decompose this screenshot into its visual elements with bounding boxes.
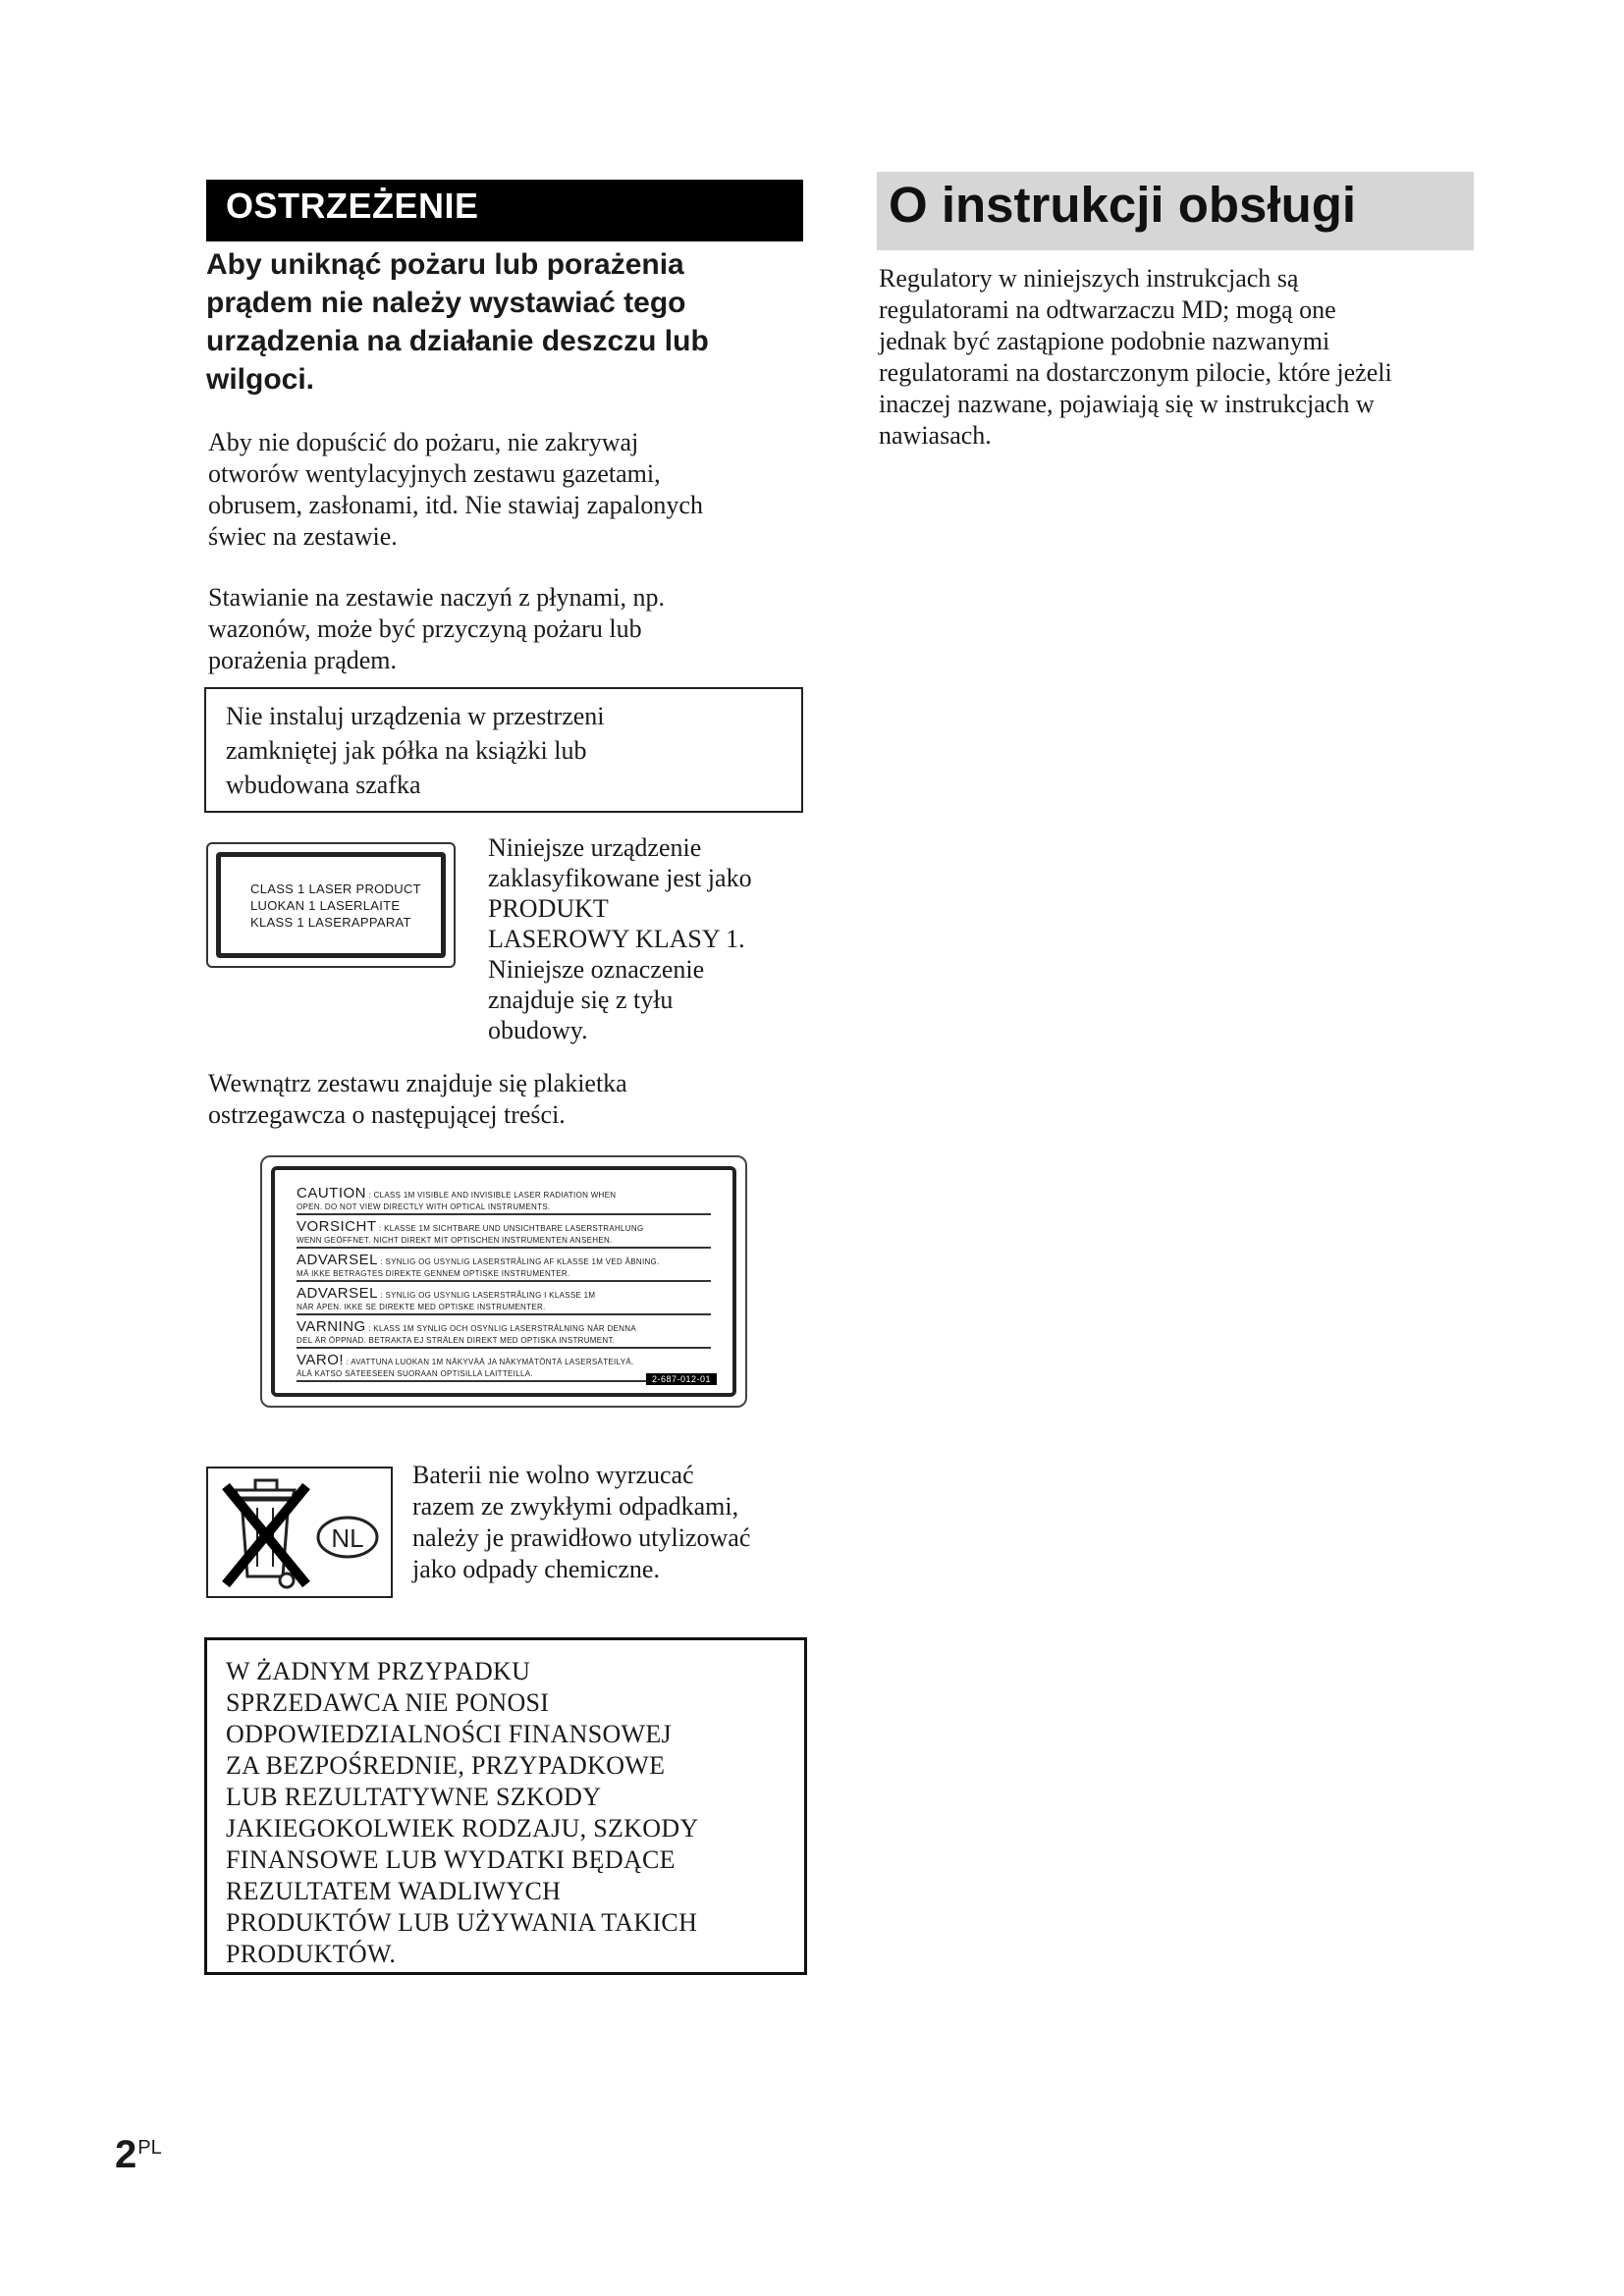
text-line: otworów wentylacyjnych zestawu gazetami, — [208, 459, 661, 488]
text-line: LUB REZULTATYWNE SZKODY — [226, 1783, 602, 1811]
text-line: Baterii nie wolno wyrzucać — [412, 1461, 694, 1489]
text-line: Aby uniknąć pożaru lub porażenia — [206, 248, 684, 281]
text-line: Aby nie dopuścić do pożaru, nie zakrywaj — [208, 428, 639, 456]
caution-text: : SYNLIG OG USYNLIG LASERSTRÅLING I KLASSE 1M — [377, 1291, 596, 1300]
caution-row — [297, 1217, 711, 1249]
text-line: inaczej nazwane, pojawiają się w instrukcjach w — [879, 390, 1375, 418]
text-line: zaklasyfikowane jest jako — [488, 864, 752, 892]
text-line: regulatorami na odtwarzaczu MD; mogą one — [879, 295, 1336, 324]
caution-row — [297, 1251, 711, 1282]
text-line: SPRZEDAWCA NIE PONOSI — [226, 1688, 550, 1717]
caution-title: CAUTION — [297, 1186, 366, 1201]
warning-bold-text — [206, 245, 795, 399]
text-line: Wewnątrz zestawu znajduje się plakietka — [208, 1069, 627, 1097]
text-line: FINANSOWE LUB WYDATKI BĘDĄCE — [226, 1845, 676, 1874]
warning-heading: OSTRZEŻENIE — [206, 180, 803, 241]
text-line: Regulatory w niniejszych instrukcjach są — [879, 264, 1299, 293]
text-line: Nie instaluj urządzenia w przestrzeni — [226, 702, 605, 730]
text-line: obudowy. — [488, 1016, 588, 1044]
installation-notice-box — [204, 687, 803, 813]
caution-text: NÅR ÅPEN. IKKE SE DIREKTE MED OPTISKE INSTRUMENTER. — [297, 1303, 546, 1311]
text-line: urządzenia na działanie deszczu lub — [206, 325, 709, 357]
page-number — [115, 2126, 162, 2176]
text-line: W ŻADNYM PRZYPADKU — [226, 1657, 531, 1685]
caution-text: DEL ÄR ÖPPNAD. BETRAKTA EJ STRÅLEN DIREKT MED OPTISKA INSTRUMENT. — [297, 1336, 616, 1345]
caution-title: VARO! — [297, 1353, 345, 1368]
caution-row — [297, 1184, 711, 1215]
text-line: wbudowana szafka — [226, 771, 421, 799]
text-line: znajduje się z tyłu — [488, 986, 674, 1014]
caution-text: OPEN. DO NOT VIEW DIRECTLY WITH OPTICAL INSTRUMENTS. — [297, 1202, 551, 1211]
text-line: razem ze zwykłymi odpadkami, — [412, 1492, 739, 1521]
caution-text: : KLASSE 1M SICHTBARE UND UNSICHTBARE LASERSTRAHLUNG — [376, 1224, 644, 1233]
caution-row — [297, 1284, 711, 1315]
fire-prevention-paragraph — [208, 427, 797, 553]
text-line: prądem nie należy wystawiać tego — [206, 287, 686, 319]
text-line: należy je prawidłowo utylizować — [412, 1523, 751, 1552]
caution-title: VORSICHT — [297, 1219, 377, 1235]
battery-disposal-text — [412, 1460, 805, 1585]
text-line: Niniejsze oznaczenie — [488, 955, 705, 984]
disclaimer-box — [204, 1637, 807, 1975]
laser-class-label — [206, 842, 456, 968]
text-line: świec na zestawie. — [208, 522, 398, 551]
caution-title: ADVARSEL — [297, 1286, 378, 1302]
text-line: ZA BEZPOŚREDNIE, PRZYPADKOWE — [226, 1751, 666, 1780]
text-line: ODPOWIEDZIALNOŚCI FINANSOWEJ — [226, 1720, 672, 1748]
caution-text: MÅ IKKE BETRAGTES DIREKTE GENNEM OPTISKE INSTRUMENTER. — [297, 1269, 570, 1278]
text-line: jednak być zastąpione podobnie nazwanymi — [879, 327, 1330, 355]
laser-class-text — [488, 832, 802, 1045]
label-line: KLASS 1 LASERAPPARAT — [250, 915, 411, 930]
caution-label-inner — [271, 1166, 736, 1397]
warning-plate-paragraph — [208, 1068, 797, 1131]
about-manual-text — [879, 263, 1478, 452]
caution-text: : AVATTUNA LUOKAN 1M NÄKYVÄÄ JA NÄKYMÄTÖNTÄ LASERSÄTEILYÄ. — [344, 1358, 634, 1366]
caution-text: WENN GEÖFFNET. NICHT DIREKT MIT OPTISCHEN INSTRUMENTEN ANSEHEN. — [297, 1236, 613, 1245]
laser-class-label-inner — [216, 852, 446, 958]
text-line: wilgoci. — [206, 363, 315, 396]
battery-disposal-box — [206, 1467, 393, 1598]
text-line: nawiasach. — [879, 421, 992, 450]
caution-label-code: 2-687-012-01 — [646, 1373, 717, 1385]
text-line: zamkniętej jak półka na książki lub — [226, 736, 587, 765]
label-line: CLASS 1 LASER PRODUCT — [250, 881, 421, 896]
label-line: LUOKAN 1 LASERLAITE — [250, 898, 401, 913]
text-line: JAKIEGOKOLWIEK RODZAJU, SZKODY — [226, 1814, 699, 1842]
caution-text: : SYNLIG OG USYNLIG LASERSTRÅLING AF KLASSE 1M VED ÅBNING. — [377, 1257, 660, 1266]
liquids-paragraph — [208, 582, 797, 676]
text-line: regulatorami na dostarczonym pilocie, które jeżeli — [879, 358, 1392, 387]
text-line: REZULTATEM WADLIWYCH — [226, 1877, 562, 1905]
text-line: obrusem, zasłonami, itd. Nie stawiaj zapalonych — [208, 491, 703, 519]
text-line: Niniejsze urządzenie — [488, 833, 702, 862]
text-line: PRODUKT — [488, 894, 609, 923]
text-line: porażenia prądem. — [208, 646, 398, 674]
text-line: ostrzegawcza o następującej treści. — [208, 1100, 566, 1129]
about-manual-heading: O instrukcji obsługi — [877, 172, 1474, 250]
page-number-value: 2 — [115, 2133, 137, 2176]
text-line: jako odpady chemiczne. — [412, 1555, 660, 1583]
text-line: PRODUKTÓW. — [226, 1940, 397, 1968]
caution-title: ADVARSEL — [297, 1253, 378, 1268]
text-line: PRODUKTÓW LUB UŻYWANIA TAKICH — [226, 1908, 698, 1937]
caution-text: : CLASS 1M VISIBLE AND INVISIBLE LASER RADIATION WHEN — [366, 1191, 617, 1200]
text-line: Stawianie na zestawie naczyń z płynami, np. — [208, 583, 665, 612]
crossed-bin-icon — [208, 1468, 391, 1596]
page-language-suffix: PL — [137, 2137, 162, 2159]
caution-text: : KLASS 1M SYNLIG OCH OSYNLIG LASERSTRÅLNING NÄR DENNA — [365, 1324, 636, 1333]
caution-row — [297, 1317, 711, 1349]
caution-label — [260, 1155, 747, 1408]
text-line: wazonów, może być przyczyną pożaru lub — [208, 614, 642, 643]
text-line: LASEROWY KLASY 1. — [488, 925, 745, 953]
caution-text: ÄLÄ KATSO SÄTEESEEN SUORAAN OPTISILLA LAITTEILLA. — [297, 1369, 533, 1378]
caution-title: VARNING — [297, 1319, 366, 1335]
nl-label: NL — [331, 1523, 364, 1553]
